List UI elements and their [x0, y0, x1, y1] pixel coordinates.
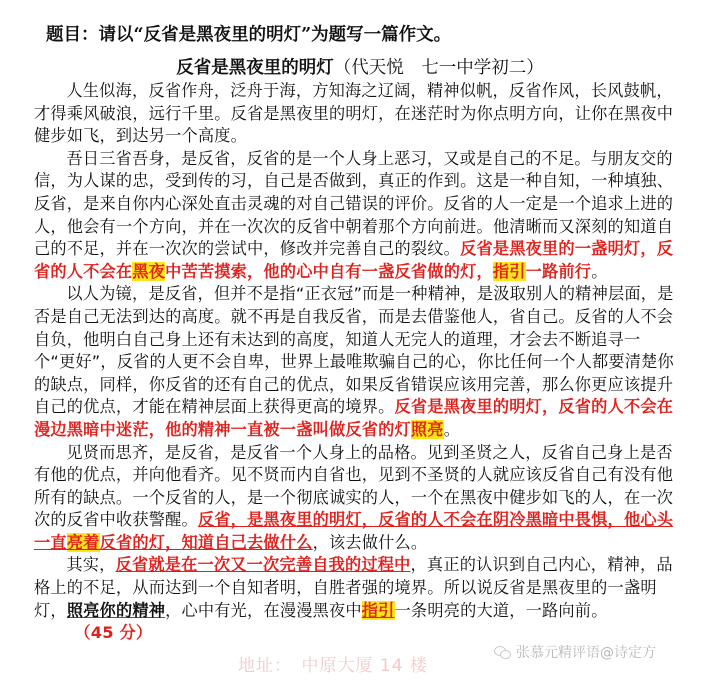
highlighted-sentence: 反省是黑夜里的明灯，反省的人不会在漫边黑暗中迷茫，他的精神一直被一盏叫做反省的灯 [34, 397, 674, 439]
essay-prompt: 题目：请以“反省是黑夜里的明灯”为题写一篇作文。 [46, 25, 452, 45]
source-credit [494, 642, 656, 662]
highlighted-word: 亮着 [66, 532, 100, 552]
paragraph-end: 。 [443, 419, 461, 439]
paragraph-3 [34, 283, 680, 441]
paragraph-text: 见贤而思齐，是反省，是反省一个人身上的品格。见到圣贤之人，反省自己身上是否有他的优点，并向他看齐。见不贤而内自省也，见到不圣贤的人就应该反省自己有没有他所有的缺点。一个反省的人，是一个彻底诚实的人，一个在黑夜中健步如飞的人，在一次次的反省中收获警醒。 [34, 442, 674, 530]
paragraph-end: ，该去做什么。 [312, 532, 428, 552]
essay-score: （45 分） [74, 623, 153, 643]
paragraph-start: 其实， [66, 555, 116, 575]
paragraph-end: 。 [591, 261, 608, 281]
paragraph-text: 以人为镜，是反省，但并不是指“正衣冠”而是一种精神，是汲取别人的精神层面，是否是自己无法到达的高度。就不再是自我反省，而是去借鉴他人，省自己。反省的人不会自负，他明白自己身上还有未达到的高度，知道人无完人的道理，才会去不断追寻一个“更好”，反省的人更不会自卑，世界上最唯欺骗自己的心，你比任何一个人都要清楚你的缺点，同样，你反省的还有自己的优点，如果反省错误应该用完善，那么你更应该提升自己的优点，才能在精神层面上获得更高的境界。 [34, 284, 674, 417]
paragraph-2 [34, 148, 680, 284]
highlighted-sentence: 反省就是在一次又一次完善自我的过程中 [115, 555, 411, 575]
paragraph-end: 一条明亮的大道，一路向前。 [394, 600, 608, 620]
paragraph-text: ，真正的认识到自己内心，精神，品格上的不足，从而达到一个自知者明，自胜者强的境界。所以说反省是黑夜里的一盏明灯， [34, 555, 673, 620]
emphasized-phrase: 照亮你的精神 [66, 600, 166, 620]
essay-title: 反省是黑夜里的明灯 [176, 58, 334, 78]
highlighted-word: 照亮 [410, 419, 444, 439]
essay-body [34, 80, 680, 645]
credit-text: 张慕元精评语@诗定方 [516, 645, 656, 661]
highlighted-sentence: 反省，是黑夜里的明灯，反省的人不会在阴冷黑暗中畏惧，他心头一直 [34, 510, 674, 552]
wechat-icon [494, 645, 512, 659]
essay-author: （代天悦 七一中学初二） [333, 58, 544, 78]
address-watermark: 地址： 中原大厦 14 楼 [238, 656, 428, 676]
highlighted-sentence: 反省的灯，知道自己去做什么 [99, 532, 313, 552]
highlighted-word: 黑夜 [132, 261, 166, 281]
highlighted-sentence: 中苦苦摸索，他的心中自有一盏反省做的灯， [165, 261, 493, 281]
highlighted-word: 指引 [361, 600, 395, 620]
paragraph-5 [34, 554, 680, 622]
paragraph-1: 人生似海，反省作舟，泛舟于海，方知海之辽阔，精神似帆，反省作风，长风鼓帆，才得乘风破浪，远行千里。反省是黑夜里的明灯，在迷茫时为你点明方向，让你在黑夜中健步如飞，到达另一个高度。 [34, 81, 674, 146]
paragraph-text: 吾日三省吾身，是反省，反省的是一个人身上恶习，又或是自己的不足。与朋友交的信，为人谋的忠，受到传的习，自己是否做到，真正的作到。这是一种自知，一种填独、反省，是来自你内心深处直击灵魂的对自己错误的评价。反省的人一定是一个追求上进的人，他会有一个方向，并在一次次的反省中朝着那个方向前进。他清晰而又深刻的知道自己的不足，并在一次次的尝试中，修改并完善自己的裂纹。 [34, 148, 674, 259]
essay-title-line [0, 57, 720, 79]
highlighted-sentence: 反省是黑夜里的一盏明灯，反省的人不会在 [34, 239, 674, 281]
paragraph-4 [34, 442, 680, 555]
paragraph-text: ，心中有光，在漫漫黑夜中 [165, 600, 362, 620]
highlighted-word: 指引 [492, 261, 526, 281]
highlighted-sentence: 一路前行 [525, 261, 592, 281]
